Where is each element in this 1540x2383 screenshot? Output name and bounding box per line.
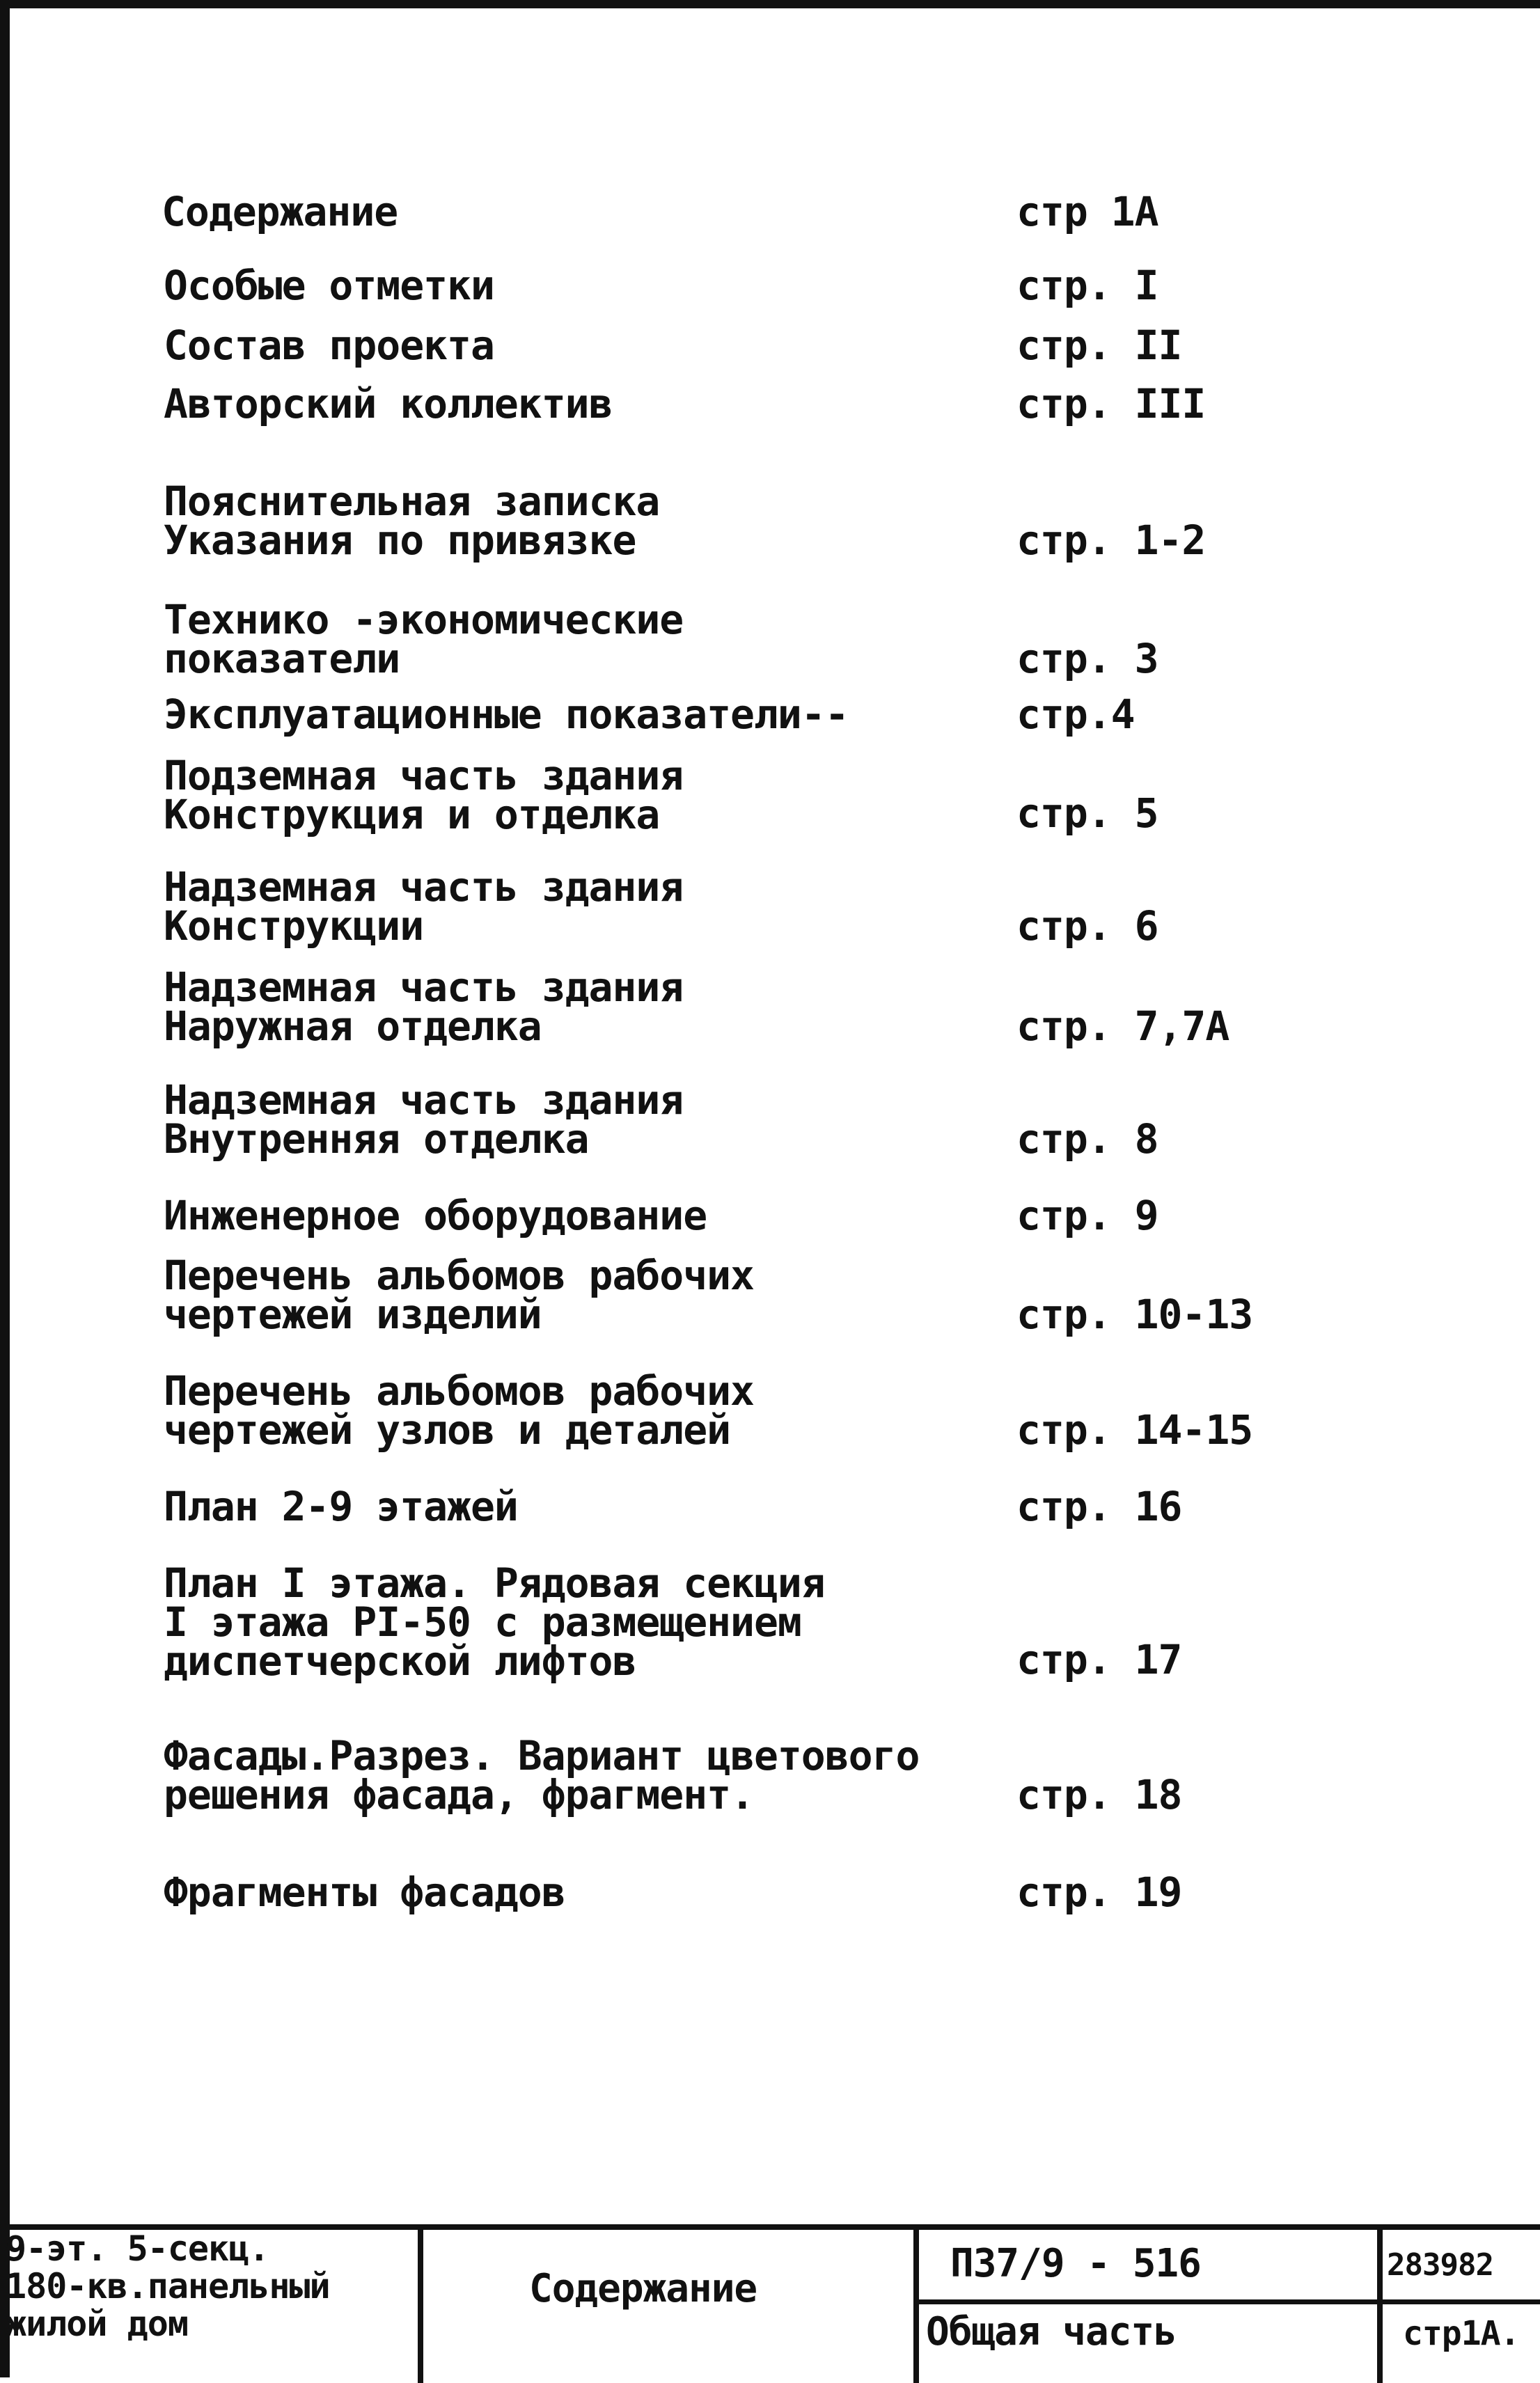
- stamp-sheet-label: стр1А.: [1403, 2314, 1520, 2353]
- toc-entry-title: Состав проекта: [164, 322, 494, 369]
- toc-entry-page: стр. 19: [1016, 1869, 1182, 1916]
- toc-entry-title: Перечень альбомов рабочих чертежей изделий: [164, 1252, 754, 1338]
- toc-entry-page: стр. 5: [1016, 789, 1158, 837]
- toc-entry-page: стр.4: [1016, 691, 1135, 738]
- toc-entry-page: стр. 7,7А: [1016, 1002, 1229, 1050]
- stamp-project-code: П37/9 - 516: [950, 2241, 1201, 2286]
- stamp-divider: [913, 2230, 919, 2383]
- toc-entry-title: Фасады.Разрез. Вариант цветового решения фасада, фрагмент.: [164, 1732, 920, 1818]
- toc-entry-page: стр. 17: [1016, 1636, 1182, 1683]
- toc-entry-title: Фрагменты фасадов: [164, 1869, 565, 1916]
- stamp-inventory-number: 283982: [1387, 2247, 1493, 2283]
- contents-heading: Содержание: [162, 188, 398, 235]
- toc-entry-page: стр. 10-13: [1016, 1291, 1253, 1338]
- toc-entry-title: Технико -экономические показатели: [164, 596, 684, 682]
- stamp-divider: [913, 2299, 1540, 2304]
- toc-entry-page: стр. 1-2: [1016, 517, 1206, 564]
- stamp-divider: [418, 2230, 423, 2383]
- toc-entry-title: Особые отметки: [164, 262, 494, 309]
- toc-entry-page: стр. 16: [1016, 1483, 1182, 1530]
- toc-entry-title: Эксплуатационные показатели--: [164, 691, 849, 738]
- title-block-stamp: [0, 2224, 1540, 2377]
- toc-entry-title: План I этажа. Рядовая секция I этажа РI-50 с размещением диспетчерской лифтов: [164, 1559, 825, 1685]
- stamp-divider: [1377, 2230, 1383, 2383]
- toc-entry-title: Надземная часть здания Наружная отделка: [164, 964, 684, 1050]
- toc-entry-title: Перечень альбомов рабочих чертежей узлов и деталей: [164, 1367, 754, 1454]
- toc-entry-title: Пояснительная записка Указания по привязке: [164, 478, 660, 564]
- toc-entry-page: стр. II: [1016, 322, 1182, 369]
- toc-entry-page: стр. 8: [1016, 1115, 1158, 1163]
- contents-heading-page: стр 1А: [1016, 188, 1158, 235]
- toc-entry-title: Авторский коллектив: [164, 380, 613, 427]
- toc-entry-page: стр. 6: [1016, 902, 1158, 950]
- toc-entry-page: стр. 9: [1016, 1192, 1158, 1239]
- stamp-sheet-title: Содержание: [529, 2266, 757, 2311]
- toc-entry-title: План 2-9 этажей: [164, 1483, 518, 1530]
- toc-entry-title: Инженерное оборудование: [164, 1192, 707, 1239]
- toc-entry-page: стр. 18: [1016, 1771, 1182, 1818]
- stamp-section: Общая часть: [926, 2309, 1177, 2354]
- toc-entry-page: стр. I: [1016, 262, 1158, 309]
- toc-entry-page: стр. 3: [1016, 635, 1158, 682]
- toc-entry-page: стр. 14-15: [1016, 1406, 1253, 1454]
- toc-entry-title: Надземная часть здания Конструкции: [164, 863, 684, 950]
- stamp-building-description: 9-эт. 5-секц. 180-кв.панельный жилой дом: [6, 2228, 330, 2344]
- toc-entry-title: Надземная часть здания Внутренняя отделка: [164, 1076, 684, 1163]
- toc-entry-title: Подземная часть здания Конструкция и отделка: [164, 752, 684, 838]
- toc-entry-page: стр. III: [1016, 380, 1206, 427]
